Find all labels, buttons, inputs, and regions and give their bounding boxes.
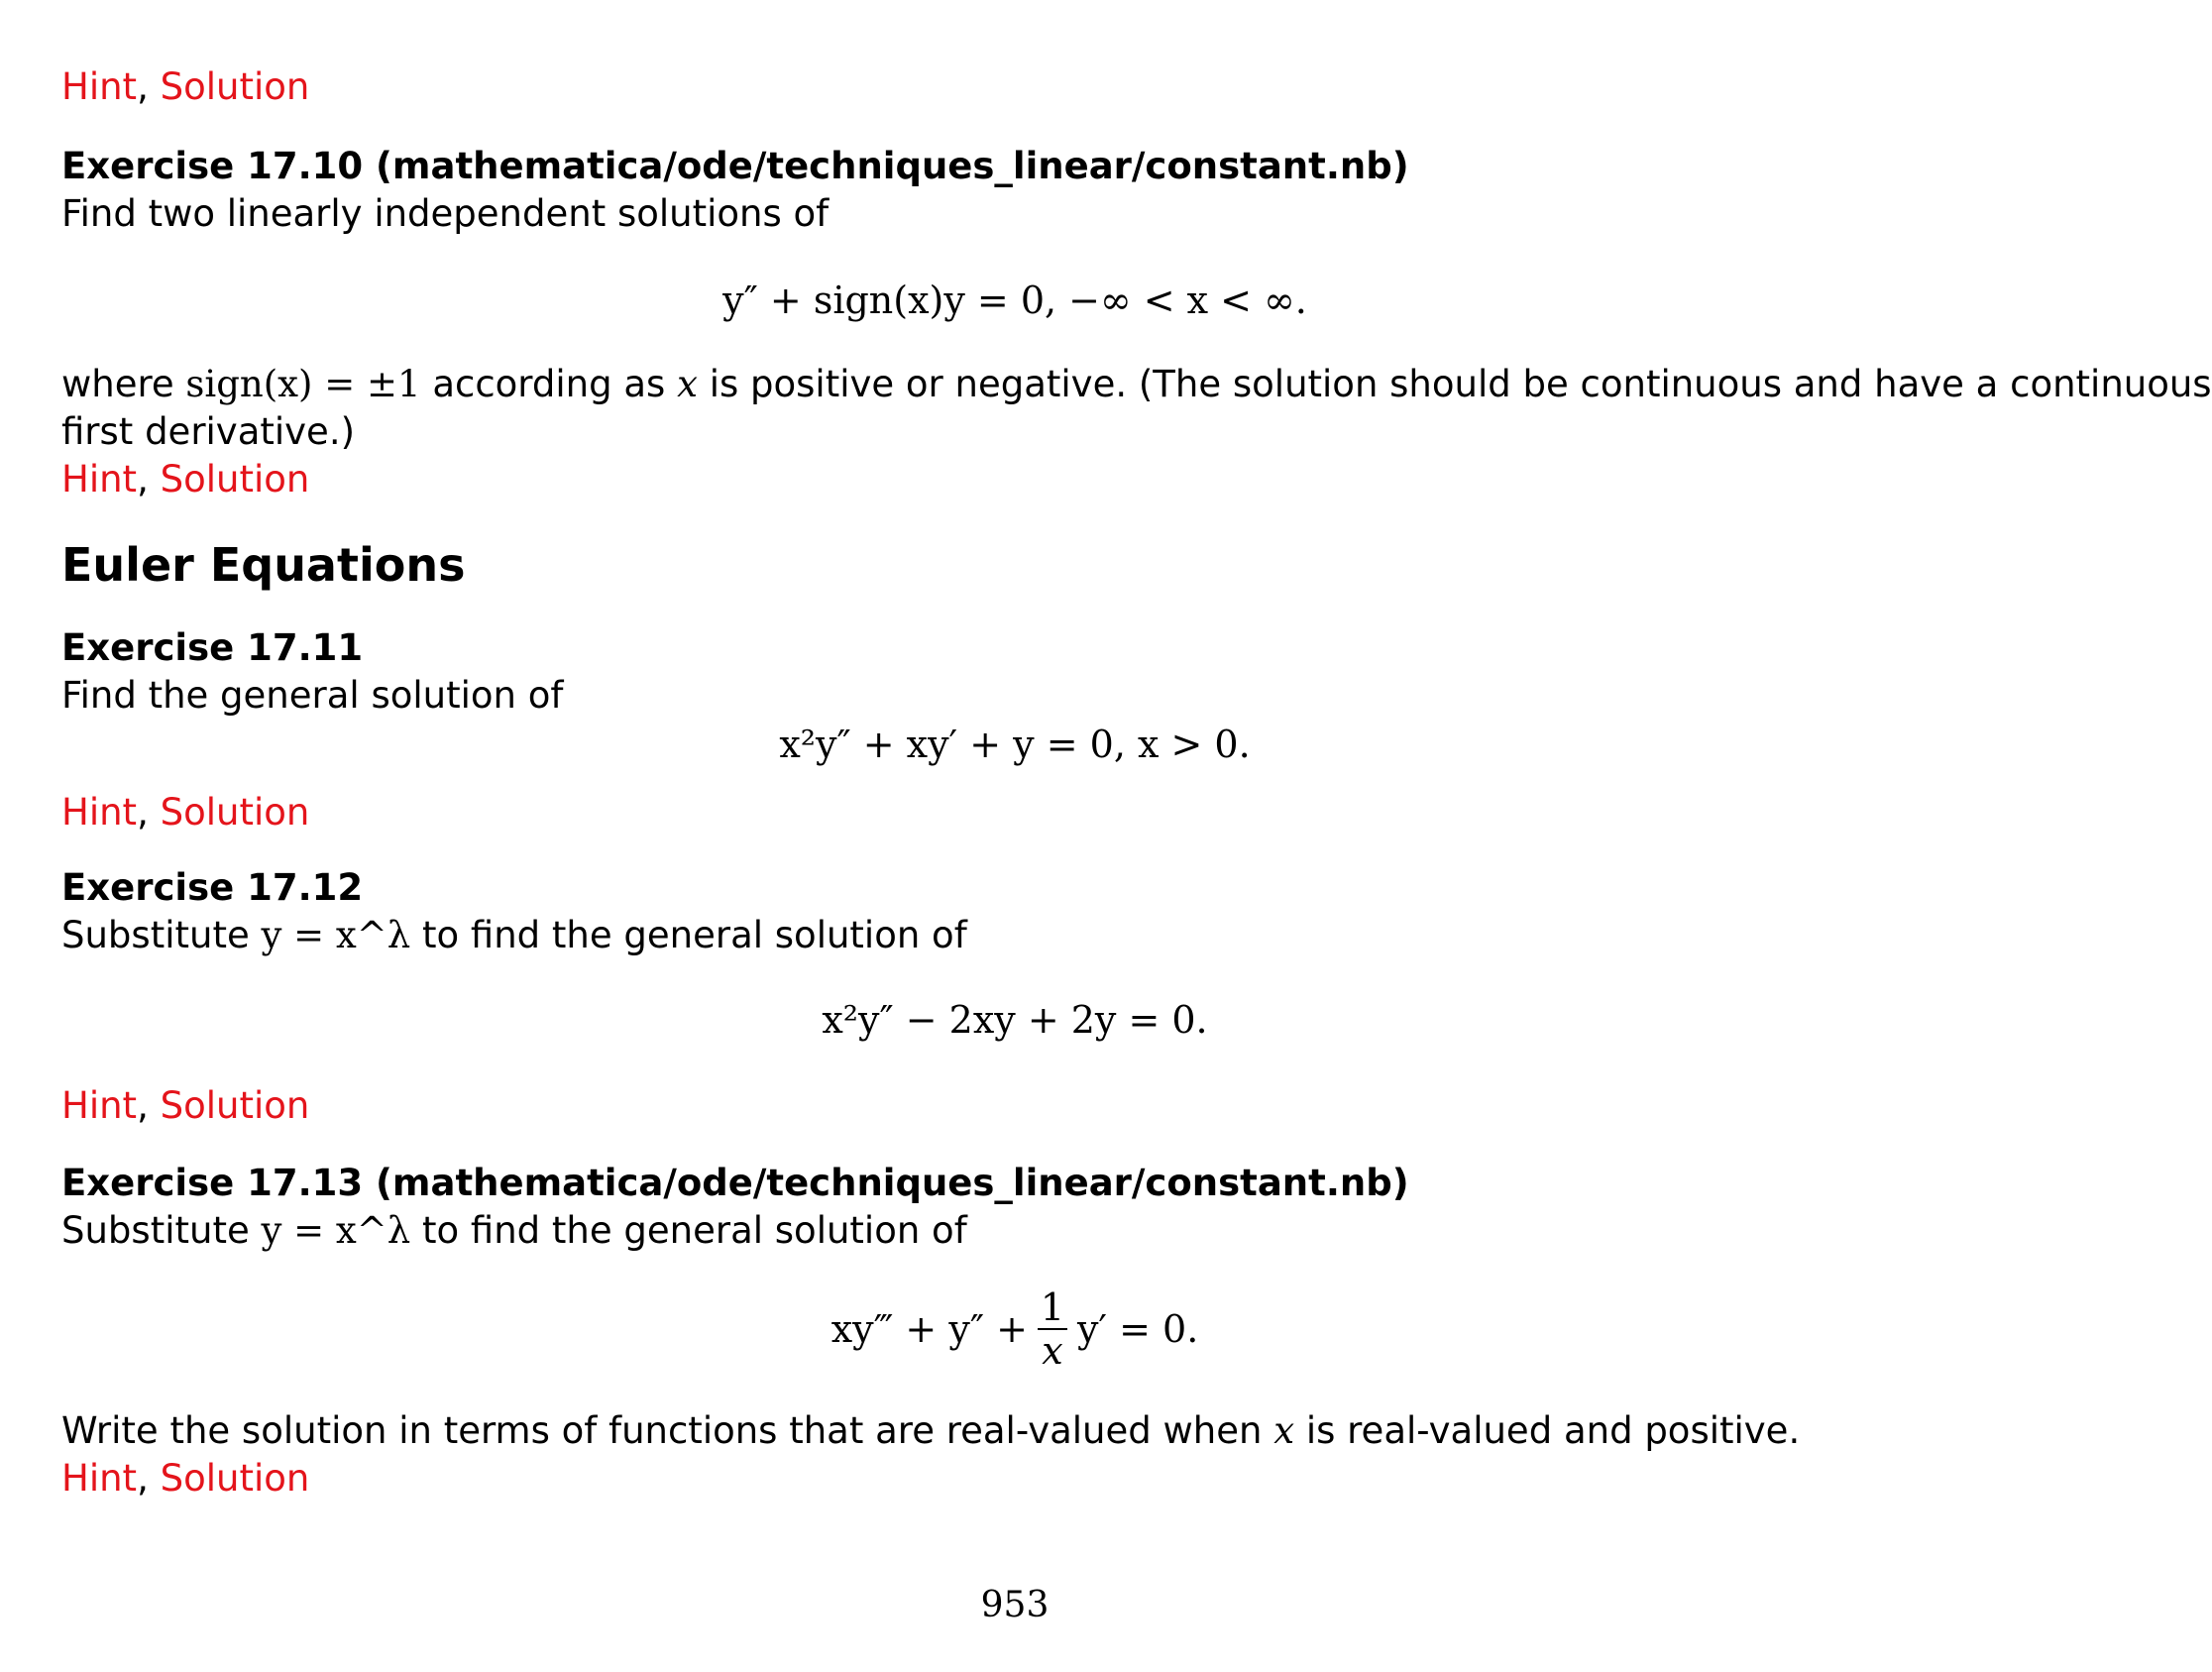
exercise-17-13-links [61,1455,309,1503]
hint-link[interactable]: Hint [61,1457,138,1500]
solution-link[interactable]: Solution [160,1084,310,1127]
prompt-math: y = x^λ [261,1209,411,1252]
exercise-17-12-equation: x²y″ − 2xy + 2y = 0. [822,998,1208,1042]
section-title: Euler Equations [61,538,466,592]
link-separator: , [137,458,149,501]
link-separator: , [137,791,149,834]
closing-prefix: Write the solution in terms of functions that are real-valued when [61,1409,1263,1452]
prompt-math: y = x^λ [261,914,411,956]
note-var: x [677,363,698,405]
equation-right: y′ = 0. [1076,1307,1199,1351]
hint-link[interactable]: Hint [61,791,138,834]
note-rest: is positive or negative. (The solution should be continuous and have a continuous [709,363,2212,405]
closing-var: x [1273,1409,1295,1452]
fraction-denominator: x [1042,1329,1063,1373]
exercise-17-12-links [61,1082,309,1130]
exercise-17-12-prompt [61,912,967,959]
link-separator: , [137,1457,149,1500]
equation-left: xy‴ + y″ + [830,1307,1028,1351]
note-middle: according as [432,363,666,405]
note-prefix: where [61,363,174,405]
exercise-17-10-title: Exercise 17.10 (mathematica/ode/techniques_linear/constant.nb) [61,145,1409,187]
exercise-17-13-title: Exercise 17.13 (mathematica/ode/techniques_linear/constant.nb) [61,1162,1409,1204]
prompt-prefix: Substitute [61,1209,250,1252]
exercise-17-13-prompt [61,1207,967,1255]
exercise-17-11-equation: x²y″ + xy′ + y = 0, x > 0. [779,723,1251,766]
exercise-17-11-title: Exercise 17.11 [61,626,364,669]
exercise-17-11-links [61,789,309,836]
hint-link[interactable]: Hint [61,458,138,501]
prompt-suffix: to find the general solution of [422,914,967,956]
exercise-17-10-prompt: Find two linearly independent solutions of [61,192,830,235]
exercise-17-10-note-line2: first derivative.) [61,410,356,453]
exercise-17-10-note-line1 [61,361,2212,408]
exercise-17-13-closing [61,1407,1800,1455]
closing-suffix: is real-valued and positive. [1305,1409,1801,1452]
link-separator: , [137,1084,149,1127]
fraction-numerator: 1 [1040,1285,1065,1329]
solution-link[interactable]: Solution [160,65,310,108]
exercise-17-12-title: Exercise 17.12 [61,866,364,909]
hint-link[interactable]: Hint [61,65,138,108]
solution-link[interactable]: Solution [160,1457,310,1500]
top-links [61,63,309,111]
prompt-prefix: Substitute [61,914,250,956]
solution-link[interactable]: Solution [160,458,310,501]
exercise-17-10-equation: y″ + sign(x)y = 0, −∞ < x < ∞. [722,279,1307,322]
note-math: sign(x) = ±1 [185,363,421,405]
solution-link[interactable]: Solution [160,791,310,834]
link-separator: , [137,65,149,108]
prompt-suffix: to find the general solution of [422,1209,967,1252]
page-number: 953 [980,1585,1050,1625]
hint-link[interactable]: Hint [61,1084,138,1127]
exercise-17-10-links [61,456,309,503]
equation-fraction [1038,1286,1067,1372]
exercise-17-13-equation [0,1286,2030,1372]
exercise-17-11-prompt: Find the general solution of [61,674,564,717]
